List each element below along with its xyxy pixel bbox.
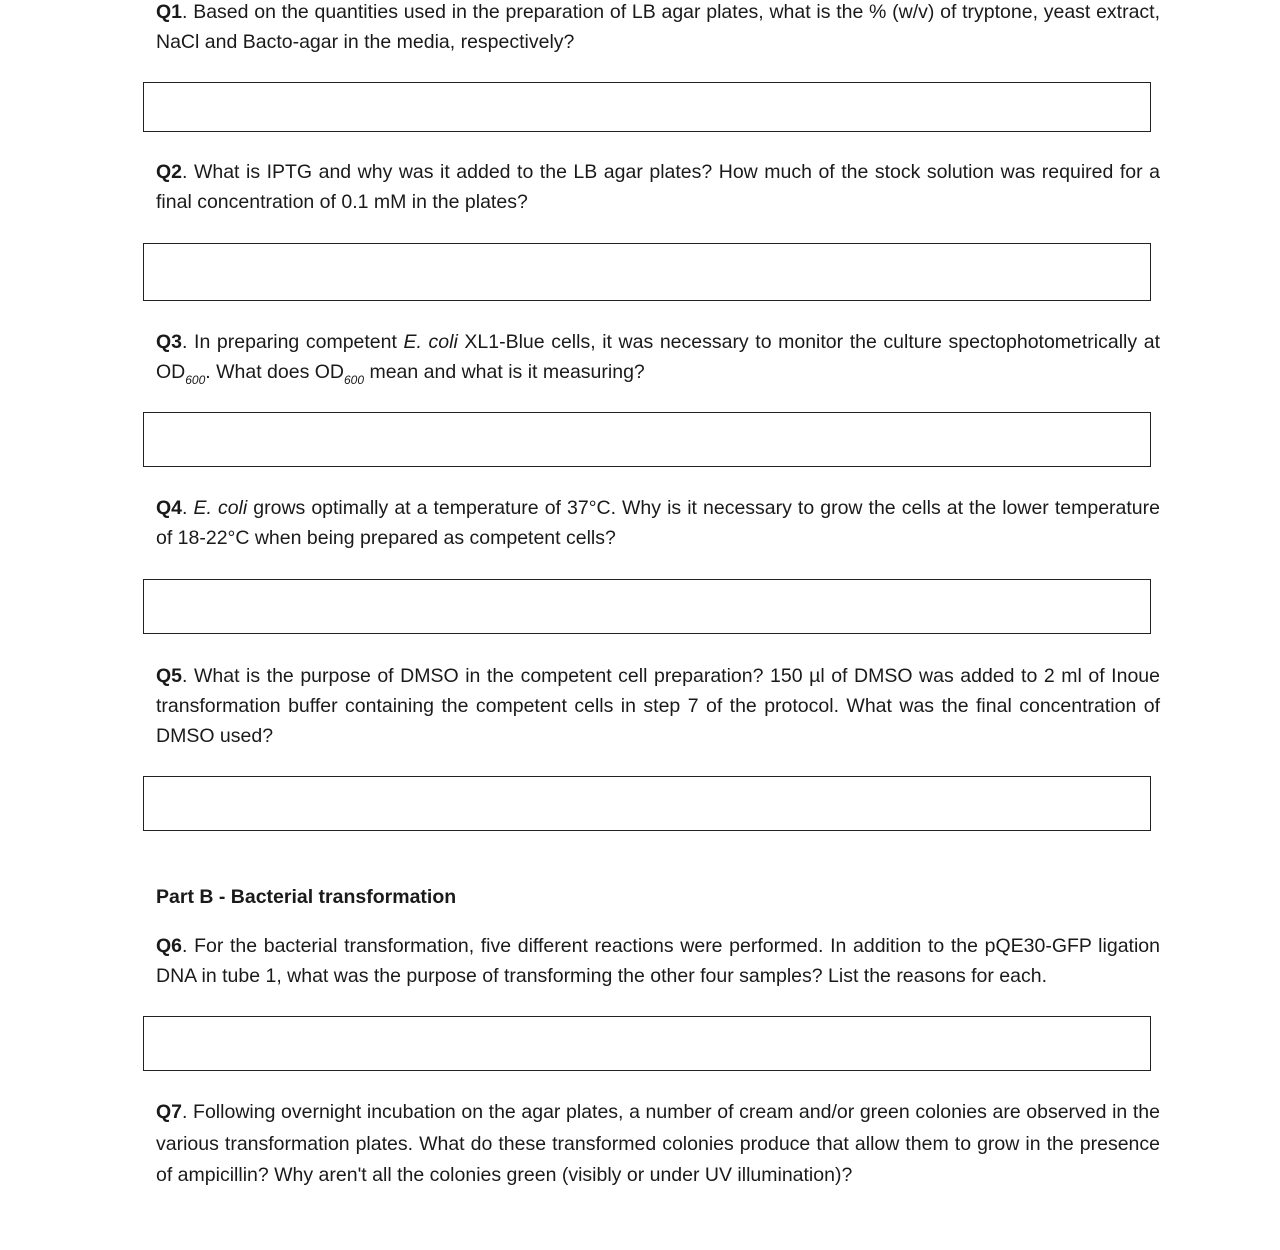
answer-box-4[interactable]: [143, 579, 1151, 634]
question-text: grows optimally at a temperature of 37°C. Why is it necessary to grow the cells at the lower temperature of 18-22°C when being prepared as competent cells?: [156, 497, 1160, 549]
organism-name: E. coli: [193, 497, 248, 519]
answer-box-3[interactable]: [143, 412, 1151, 467]
question-text: What is the purpose of DMSO in the competent cell preparation? 150 µl of DMSO was added to 2 ml of Inoue transformation buffer containing the competent cells in step 7 of the protocol. What was the final concentration of DMSO used?: [156, 665, 1160, 747]
question-number: Q1: [156, 1, 183, 23]
question-number: Q3: [156, 331, 183, 353]
answer-box-6[interactable]: [143, 1016, 1151, 1071]
section-heading: Part B - Bacterial transformation: [156, 886, 457, 908]
question-text: . What does OD: [205, 361, 344, 383]
question-text: For the bacterial transformation, five different reactions were performed. In addition to the pQE30-GFP ligation DNA in tube 1, what was the purpose of transforming the other four samples? List the reasons for each.: [156, 935, 1160, 987]
subscript: 600: [344, 373, 365, 387]
answer-box-1[interactable]: [143, 82, 1151, 132]
question-text: In preparing competent: [194, 331, 404, 353]
question-number: Q2: [156, 161, 183, 183]
organism-name: E. coli: [403, 331, 458, 353]
answer-box-5[interactable]: [143, 776, 1151, 831]
question-4: Q4. E. coli grows optimally at a temperature of 37°C. Why is it necessary to grow the cells at the lower temperature of 18-22°C when being prepared as competent cells?: [156, 497, 1160, 549]
question-7: Q7. Following overnight incubation on the agar plates, a number of cream and/or green colonies are observed in the various transformation plates. What do these transformed colonies produce that allow them to grow in the presence of ampicillin? Why aren't all the colonies green (visibly or under UV illumination)?: [156, 1101, 1160, 1186]
question-number: Q5: [156, 665, 183, 687]
question-number: Q7: [156, 1101, 183, 1123]
question-number: Q6: [156, 935, 183, 957]
subscript: 600: [185, 373, 206, 387]
question-text: Following overnight incubation on the agar plates, a number of cream and/or green colonies are observed in the various transformation plates. What do these transformed colonies produce that allow them to grow in the presence of ampicillin? Why aren't all the colonies green (visibly or under UV illumination)?: [156, 1101, 1160, 1186]
question-1: Q1. Based on the quantities used in the preparation of LB agar plates, what is the % (w/v) of tryptone, yeast extract, NaCl and Bacto-agar in the media, respectively?: [156, 1, 1161, 53]
question-text: What is IPTG and why was it added to the LB agar plates? How much of the stock solution was required for a final concentration of 0.1 mM in the plates?: [156, 161, 1160, 213]
question-6: Q6. For the bacterial transformation, five different reactions were performed. In addition to the pQE30-GFP ligation DNA in tube 1, what was the purpose of transforming the other four samples? List the reasons for each.: [156, 935, 1160, 987]
question-text: Based on the quantities used in the preparation of LB agar plates, what is the % (w/v) of tryptone, yeast extract, NaCl and Bacto-agar in the media, respectively?: [156, 1, 1161, 53]
question-text: mean and what is it measuring?: [364, 361, 645, 383]
question-3: Q3. In preparing competent E. coli XL1-Blue cells, it was necessary to monitor the culture spectophotometrically at $OD_{600}$. What does $OD_{600}$ mean and what is it measuring?: [156, 331, 1160, 387]
question-2: Q2. What is IPTG and why was it added to the LB agar plates? How much of the stock solution was required for a final concentration of 0.1 mM in the plates?: [156, 161, 1160, 213]
answer-box-2[interactable]: [143, 243, 1151, 301]
question-number: Q4: [156, 497, 183, 519]
question-5: Q5. What is the purpose of DMSO in the competent cell preparation? 150 µl of DMSO was added to 2 ml of Inoue transformation buffer containing the competent cells in step 7 of the protocol. What was the final concentration of DMSO used?: [156, 665, 1160, 747]
question-text: XL1-Blue cells, it was necessary to monitor the culture spectophotometrically at OD: [156, 331, 1160, 383]
